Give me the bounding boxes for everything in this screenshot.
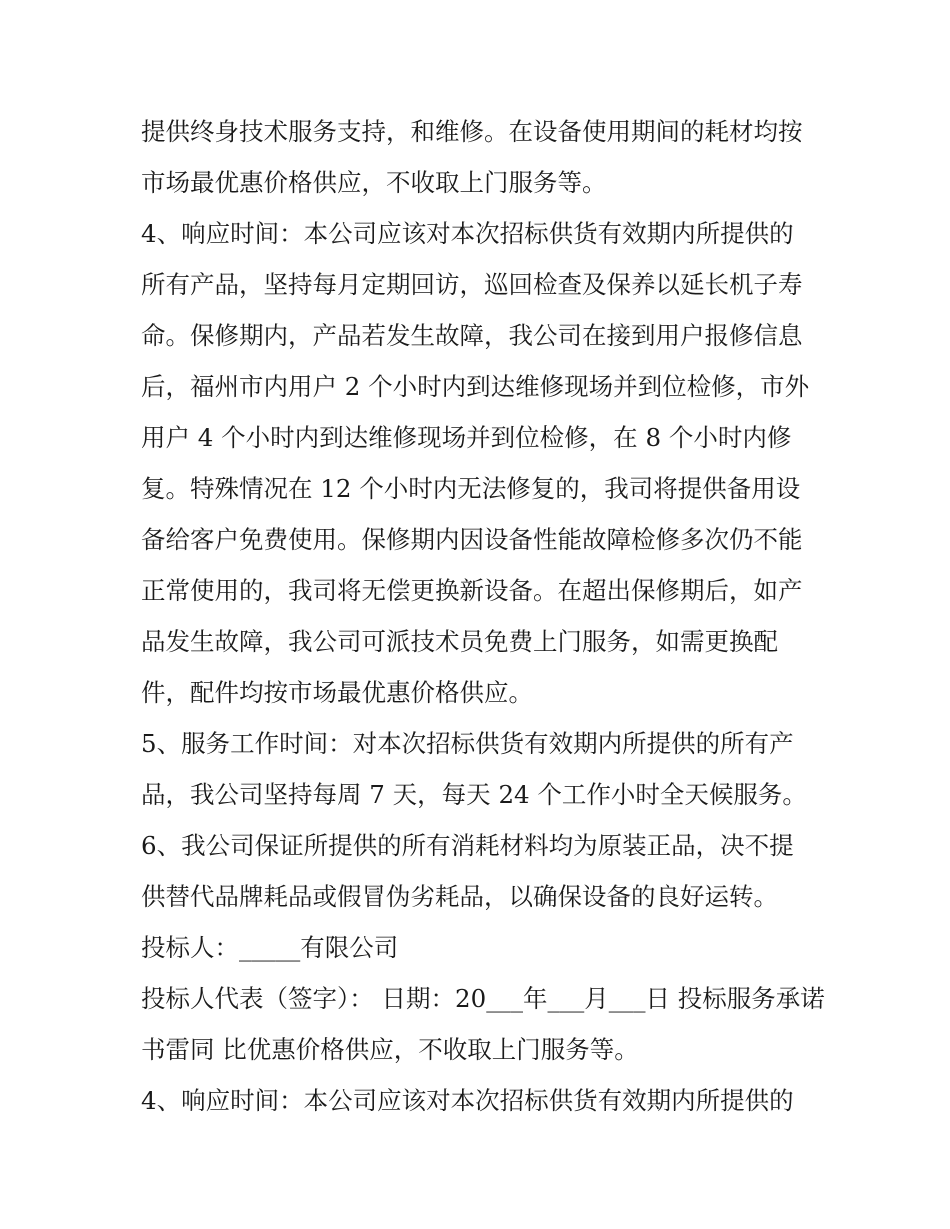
text-line: 后，福州市内用户 2 个小时内到达维修现场并到位检修，市外	[141, 372, 810, 401]
text-line: 书雷同 比优惠价格供应，不收取上门服务等。	[141, 1035, 639, 1064]
signature-date-line: 投标人代表（签字）： 日期：20___年___月___日 投标服务承诺	[141, 984, 825, 1013]
text-line: 4、响应时间：本公司应该对本次招标供货有效期内所提供的	[141, 1086, 794, 1115]
text-line: 所有产品，坚持每月定期回访，巡回检查及保养以延长机子寿	[141, 270, 803, 299]
text-line: 正常使用的，我司将无偿更换新设备。在超出保修期后，如产	[141, 576, 803, 605]
text-line: 品发生故障，我公司可派技术员免费上门服务，如需更换配	[141, 627, 778, 656]
text-line: 件，配件均按市场最优惠价格供应。	[141, 678, 533, 707]
text-line: 用户 4 个小时内到达维修现场并到位检修，在 8 个小时内修	[141, 423, 792, 452]
text-line: 4、响应时间：本公司应该对本次招标供货有效期内所提供的	[141, 219, 794, 248]
text-line: 6、我公司保证所提供的所有消耗材料均为原装正品，决不提	[141, 831, 794, 860]
document-body	[141, 106, 825, 1126]
text-line: 提供终身技术服务支持，和维修。在设备使用期间的耗材均按	[141, 117, 803, 146]
text-line: 命。保修期内，产品若发生故障，我公司在接到用户报修信息	[141, 321, 803, 350]
text-line: 复。特殊情况在 12 个小时内无法修复的，我司将提供备用设	[141, 474, 801, 503]
bidder-line: 投标人：_____有限公司	[141, 933, 399, 962]
text-line: 备给客户免费使用。保修期内因设备性能故障检修多次仍不能	[141, 525, 803, 554]
text-line: 供替代品牌耗品或假冒伪劣耗品，以确保设备的良好运转。	[141, 882, 778, 911]
text-line: 市场最优惠价格供应，不收取上门服务等。	[141, 168, 607, 197]
text-line: 品，我公司坚持每周 7 天，每天 24 个工作小时全天候服务。	[141, 780, 807, 809]
text-line: 5、服务工作时间：对本次招标供货有效期内所提供的所有产	[141, 729, 794, 758]
